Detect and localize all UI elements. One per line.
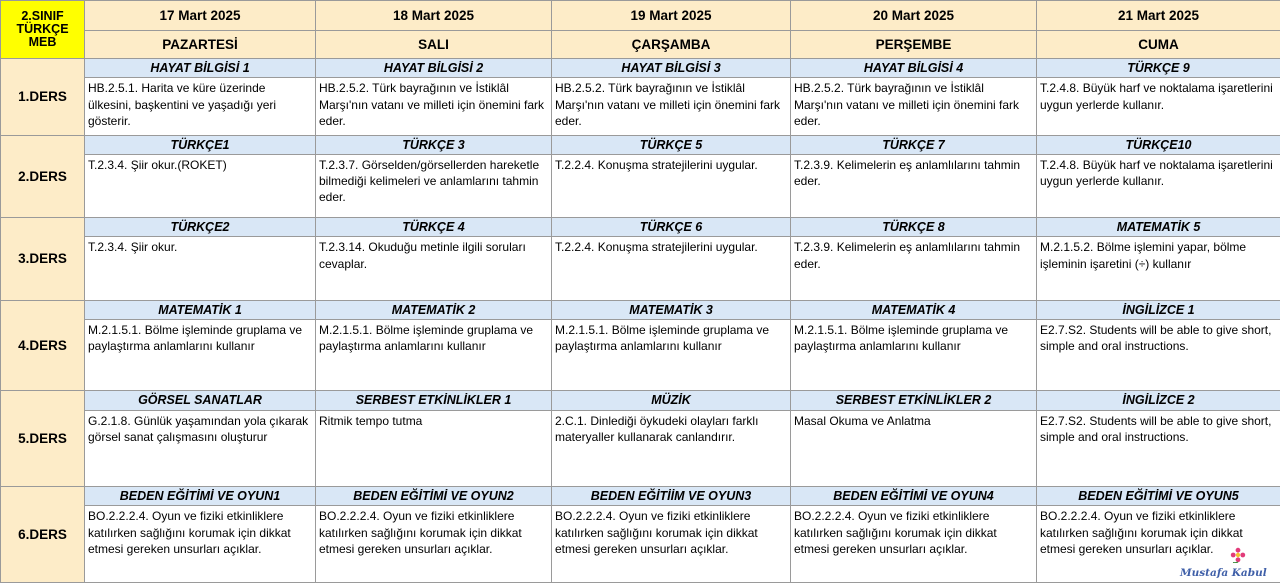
lesson-label: 3.DERS [1,218,85,301]
learning-objective: BO.2.2.2.4. Oyun ve fiziki etkinliklere katılırken sağlığını korumak için dikkat etmesi gereken unsurları açıklar. [316,506,552,583]
subject-name: TÜRKÇE 5 [552,135,791,154]
learning-objective: T.2.3.4. Şiir okur.(ROKET) [85,154,316,217]
day-date: 18 Mart 2025 [316,1,552,31]
learning-objective: T.2.3.9. Kelimelerin eş anlamlılarını tahmin eder. [791,237,1037,300]
subject-name: SERBEST ETKİNLİKLER 2 [791,391,1037,410]
class-label-cell [1,1,85,59]
learning-objective: E2.7.S2. Students will be able to give short, simple and oral instructions. [1037,410,1280,486]
subject-name: TÜRKÇE 6 [552,218,791,237]
subject-name: MÜZİK [552,391,791,410]
subject-name: TÜRKÇE 3 [316,135,552,154]
learning-objective: Masal Okuma ve Anlatma [791,410,1037,486]
learning-objective: M.2.1.5.1. Bölme işleminde gruplama ve paylaştırma anlamlarını kullanır [85,319,316,390]
learning-objective: HB.2.5.1. Harita ve küre üzerinde ülkesini, başkentini ve yaşadığı yeri gösterir. [85,78,316,135]
learning-objective: T.2.2.4. Konuşma stratejilerini uygular. [552,154,791,217]
class-subject: TÜRKÇE [16,22,69,37]
lesson-label: 4.DERS [1,300,85,391]
learning-objective: 2.C.1. Dinlediği öykudeki olayları farklı materyaller kullanarak canlandırır. [552,410,791,486]
subject-name: İNGİLİZCE 2 [1037,391,1280,410]
learning-objective: T.2.3.4. Şiir okur. [85,237,316,300]
subject-name: SERBEST ETKİNLİKLER 1 [316,391,552,410]
lesson-label: 1.DERS [1,59,85,135]
learning-objective: Ritmik tempo tutma [316,410,552,486]
day-date: 17 Mart 2025 [85,1,316,31]
class-grade: 2.SINIF [21,9,64,24]
learning-objective: T.2.3.9. Kelimelerin eş anlamlılarını tahmin eder. [791,154,1037,217]
lesson-label: 6.DERS [1,487,85,583]
author-signature [1180,547,1272,579]
subject-name: MATEMATİK 3 [552,300,791,319]
subject-name: HAYAT BİLGİSİ 1 [85,59,316,78]
learning-objective: T.2.2.4. Konuşma stratejilerini uygular. [552,237,791,300]
subject-name: İNGİLİZCE 1 [1037,300,1280,319]
subject-name: TÜRKÇE 7 [791,135,1037,154]
learning-objective: M.2.1.5.1. Bölme işleminde gruplama ve paylaştırma anlamlarını kullanır [316,319,552,390]
subject-name: BEDEN EĞİTİMİ VE OYUN2 [316,487,552,506]
learning-objective: T.2.3.14. Okuduğu metinle ilgili soruları cevaplar. [316,237,552,300]
subject-name: TÜRKÇE 4 [316,218,552,237]
subject-name: MATEMATİK 4 [791,300,1037,319]
day-date: 21 Mart 2025 [1037,1,1280,31]
day-date: 20 Mart 2025 [791,1,1037,31]
learning-objective: M.2.1.5.1. Bölme işleminde gruplama ve paylaştırma anlamlarını kullanır [791,319,1037,390]
subject-name: TÜRKÇE 9 [1037,59,1280,78]
learning-objective: T.2.3.7. Görselden/görsellerden hareketle bilmediği kelimeleri ve anlamlarını tahmin eder. [316,154,552,217]
signature-text: Mustafa Kabul [1180,567,1267,579]
learning-objective: M.2.1.5.2. Bölme işlemini yapar, bölme işleminin işaretini (÷) kullanır [1037,237,1280,300]
day-date: 19 Mart 2025 [552,1,791,31]
subject-name: BEDEN EĞİTİMİ VE OYUN1 [85,487,316,506]
learning-objective: BO.2.2.2.4. Oyun ve fiziki etkinliklere katılırken sağlığını korumak için dikkat etmesi gereken unsurları açıklar. [552,506,791,583]
subject-name: GÖRSEL SANATLAR [85,391,316,410]
subject-name: HAYAT BİLGİSİ 3 [552,59,791,78]
subject-name: MATEMATİK 5 [1037,218,1280,237]
learning-objective: T.2.4.8. Büyük harf ve noktalama işaretlerini uygun yerlerde kullanır. [1037,78,1280,135]
subject-name: HAYAT BİLGİSİ 2 [316,59,552,78]
subject-name: TÜRKÇE1 [85,135,316,154]
subject-name: BEDEN EĞİTİMİ VE OYUN4 [791,487,1037,506]
lesson-label: 2.DERS [1,135,85,218]
learning-objective: BO.2.2.2.4. Oyun ve fiziki etkinliklere katılırken sağlığını korumak için dikkat etmesi gereken unsurları açıklar. [85,506,316,583]
lesson-label: 5.DERS [1,391,85,487]
learning-objective: BO.2.2.2.4. Oyun ve fiziki etkinliklere katılırken sağlığını korumak için dikkat etmesi gereken unsurları açıklar. [791,506,1037,583]
day-name: ÇARŞAMBA [552,30,791,59]
day-name: PAZARTESİ [85,30,316,59]
learning-objective: HB.2.5.2. Türk bayrağının ve İstiklâl Marşı'nın vatanı ve milleti için önemini fark eder. [552,78,791,135]
learning-objective: M.2.1.5.1. Bölme işleminde gruplama ve paylaştırma anlamlarını kullanır [552,319,791,390]
learning-objective: HB.2.5.2. Türk bayrağının ve İstiklâl Marşı'nın vatanı ve milleti için önemini fark eder. [316,78,552,135]
day-name: CUMA [1037,30,1280,59]
learning-objective: E2.7.S2. Students will be able to give short, simple and oral instructions. [1037,319,1280,390]
subject-name: BEDEN EĞİTİMİ VE OYUN5 [1037,487,1280,506]
day-name: SALI [316,30,552,59]
learning-objective: T.2.4.8. Büyük harf ve noktalama işaretlerini uygun yerlerde kullanır. [1037,154,1280,217]
subject-name: MATEMATİK 1 [85,300,316,319]
learning-objective: HB.2.5.2. Türk bayrağının ve İstiklâl Marşı'nın vatanı ve milleti için önemini fark eder. [791,78,1037,135]
subject-name: TÜRKÇE2 [85,218,316,237]
learning-objective: G.2.1.8. Günlük yaşamından yola çıkarak görsel sanat çalışmasını oluşturur [85,410,316,486]
subject-name: MATEMATİK 2 [316,300,552,319]
flower-icon [1230,547,1246,563]
subject-name: TÜRKÇE 8 [791,218,1037,237]
learning-objective: BO.2.2.2.4. Oyun ve fiziki etkinliklere katılırken sağlığını korumak için dikkat etmesi gereken unsurları açıklar. [1037,506,1280,583]
class-curriculum: MEB [28,35,57,50]
subject-name: HAYAT BİLGİSİ 4 [791,59,1037,78]
subject-name: TÜRKÇE10 [1037,135,1280,154]
day-name: PERŞEMBE [791,30,1037,59]
subject-name: BEDEN EĞİTİİM VE OYUN3 [552,487,791,506]
